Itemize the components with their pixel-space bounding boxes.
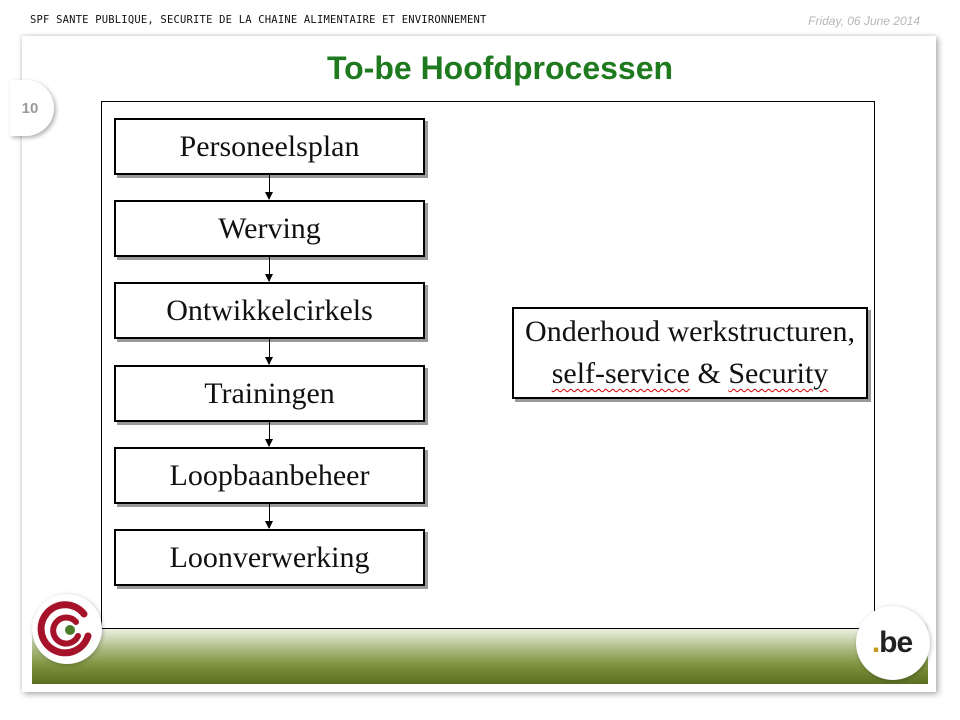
arrow-down-icon (269, 257, 270, 281)
process-step-ontwikkelcirkels: Ontwikkelcirkels (114, 282, 425, 339)
be-logo-text (872, 626, 912, 660)
self-service-text: self-service (551, 357, 690, 390)
page-number: 10 (21, 99, 39, 117)
arrow-down-icon (269, 504, 270, 528)
be-logo (856, 606, 930, 680)
process-step-loonverwerking: Loonverwerking (114, 529, 425, 586)
process-step-trainingen: Trainingen (114, 365, 425, 422)
arrow-down-icon (269, 339, 270, 364)
arrow-down-icon (269, 422, 270, 446)
maintenance-box (512, 307, 868, 399)
process-step-personeelsplan: Personeelsplan (114, 118, 425, 175)
slide-title: To-be Hoofdprocessen (326, 50, 674, 86)
spf-logo-icon (32, 594, 102, 664)
process-diagram (101, 101, 875, 629)
maintenance-box-line1: Onderhoud werkstructuren, (525, 315, 855, 348)
ampersand-text: & (689, 357, 729, 390)
be-logo-dot: . (871, 626, 880, 659)
spf-logo (32, 594, 102, 664)
be-logo-word: be (879, 626, 913, 659)
process-step-werving: Werving (114, 200, 425, 257)
maintenance-box-line2 (552, 353, 829, 395)
slide-date: Friday, 06 June 2014 (808, 14, 920, 28)
arrow-down-icon (269, 175, 270, 199)
organization-name: SPF SANTE PUBLIQUE, SECURITE DE LA CHAINE ALIMENTAIRE ET ENVIRONNEMENT (30, 14, 487, 26)
security-text: Security (728, 357, 829, 390)
process-step-loopbaanbeheer: Loopbaanbeheer (114, 447, 425, 504)
footer-band (32, 622, 928, 684)
